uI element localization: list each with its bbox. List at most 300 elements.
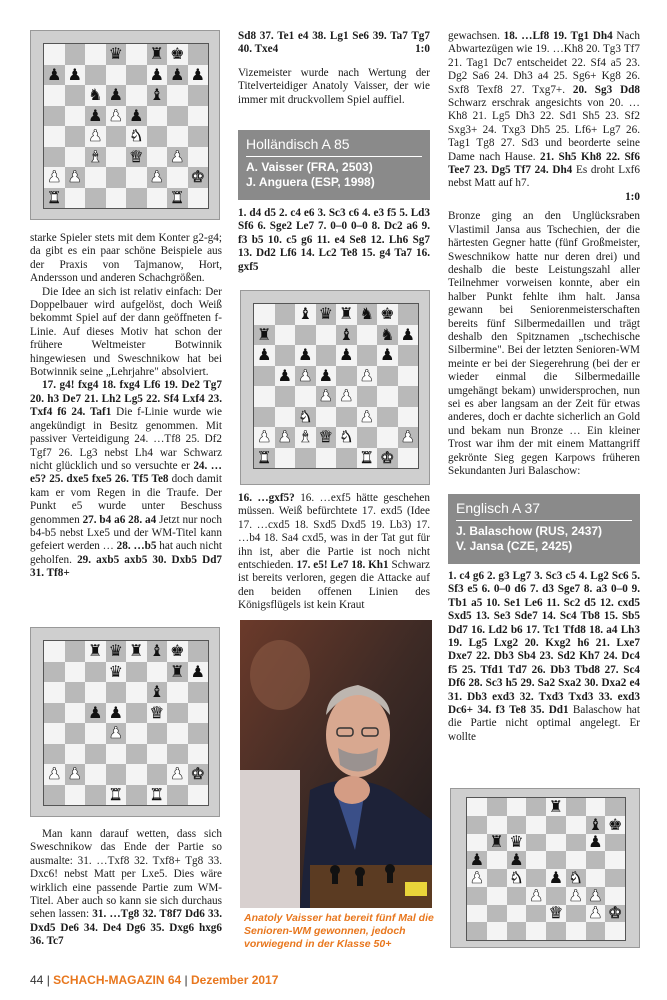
white-king-icon: ♚ (380, 447, 395, 467)
square-e5 (336, 366, 357, 387)
square-b3 (487, 887, 507, 905)
text: doch damit kam er vom Regen in die Traufe. Der Punkt e5 wurde unter Beschuss genommen (30, 473, 222, 526)
white-pawn-icon: ♟ (257, 427, 272, 447)
square-b8 (65, 641, 86, 662)
square-g1 (167, 785, 188, 806)
moves: 27. b4 a6 28. a4 (82, 513, 157, 526)
square-e2 (336, 427, 357, 448)
black-bishop-icon: ♝ (149, 85, 164, 105)
square-a7 (254, 325, 275, 346)
square-a4 (44, 126, 65, 147)
square-c1 (85, 785, 106, 806)
square-f4 (147, 723, 168, 744)
white-rook-icon: ♜ (47, 187, 62, 207)
player-photo (240, 620, 432, 908)
square-a4 (44, 723, 65, 744)
square-f6 (147, 682, 168, 703)
black-pawn-icon: ♟ (469, 850, 485, 870)
square-c1 (295, 448, 316, 469)
square-a2 (254, 427, 275, 448)
square-f7 (566, 816, 586, 834)
white-pawn-icon: ♟ (108, 723, 123, 743)
square-c5 (295, 366, 316, 387)
moves: 18. …Lf8 19. Tg1 Dh4 (503, 30, 613, 42)
square-h1 (188, 188, 209, 209)
white-pawn-icon: ♟ (170, 146, 185, 166)
white-pawn-icon: ♟ (588, 903, 603, 923)
square-f8 (147, 641, 168, 662)
square-h5 (188, 703, 209, 724)
text: hat auch nicht geholfen. (30, 540, 223, 566)
square-g8 (377, 304, 398, 325)
square-f3 (147, 744, 168, 765)
paragraph: Die Idee an sich ist relativ einfach: Der Doppelbauer wird aufgelöst, doch Weiß bekommt Spiel auf der dann geöffneten f-Linie. Auf dieses Motiv hat schon der frühere Weltmeister Botwinnik hingewiesen und Sweschnikow hat bei Botwinnik seine „Lehrjahre" absolviert. (30, 285, 222, 379)
square-h3 (188, 147, 209, 168)
paragraph: starke Spieler stets mit dem Konter g2-g4; da gibt es ein paar schöne Beispiele aus der Praxis von Tajmanow, Hort, Andersson und anderen Schachgrößen. (30, 232, 222, 285)
square-a2 (44, 764, 65, 785)
square-g2 (167, 764, 188, 785)
white-pawn-icon: ♟ (469, 867, 485, 887)
black-pawn-icon: ♟ (88, 105, 103, 125)
square-f7 (147, 662, 168, 683)
white-knight-icon: ♞ (339, 427, 354, 447)
square-f6 (357, 345, 378, 366)
square-c6 (507, 834, 527, 852)
square-h8 (605, 798, 625, 816)
square-c3 (85, 744, 106, 765)
white-pawn-icon: ♟ (108, 105, 123, 125)
square-h4 (605, 869, 625, 887)
square-a6 (254, 345, 275, 366)
square-b3 (65, 744, 86, 765)
square-h5 (605, 851, 625, 869)
square-b1 (65, 785, 86, 806)
square-c7 (295, 325, 316, 346)
square-g3 (167, 744, 188, 765)
square-d1 (106, 188, 127, 209)
square-g8 (167, 641, 188, 662)
black-king-icon: ♚ (380, 304, 395, 324)
game-annotation (448, 30, 640, 191)
black-pawn-icon: ♟ (509, 850, 524, 870)
square-f1 (357, 448, 378, 469)
square-e6 (126, 682, 147, 703)
moves: 28. …b5 (116, 540, 157, 553)
square-h7 (188, 662, 209, 683)
square-f7 (147, 65, 168, 86)
square-f8 (357, 304, 378, 325)
square-c7 (85, 662, 106, 683)
square-e4 (126, 126, 147, 147)
square-f1 (147, 188, 168, 209)
white-pawn-icon: ♟ (88, 126, 103, 146)
black-pawn-icon: ♟ (108, 702, 123, 722)
square-e8 (546, 798, 566, 816)
black-king-icon: ♚ (170, 44, 185, 64)
black-pawn-icon: ♟ (380, 345, 395, 365)
black-player: V. Jansa (CZE, 2425) (456, 539, 573, 553)
square-a3 (44, 744, 65, 765)
square-h1 (605, 922, 625, 940)
square-g7 (167, 662, 188, 683)
square-c2 (295, 427, 316, 448)
square-g6 (167, 682, 188, 703)
photo-caption: Anatoly Vaisser hat bereit fünf Mal die Senioren-WM gewonnen, jedoch vorwiegend in der Klasse 50+ (244, 912, 434, 950)
square-d8 (106, 641, 127, 662)
black-knight-icon: ♞ (380, 324, 395, 344)
square-d3 (526, 887, 546, 905)
square-e5 (126, 703, 147, 724)
black-pawn-icon: ♟ (318, 365, 333, 385)
square-b5 (487, 851, 507, 869)
square-a4 (467, 869, 487, 887)
square-c1 (85, 188, 106, 209)
white-knight-icon: ♞ (129, 126, 144, 146)
square-a5 (254, 366, 275, 387)
square-c5 (85, 106, 106, 127)
square-f2 (147, 764, 168, 785)
white-pawn-icon: ♟ (528, 885, 544, 905)
square-f6 (566, 834, 586, 852)
square-c2 (85, 764, 106, 785)
square-e5 (546, 851, 566, 869)
black-pawn-icon: ♟ (400, 324, 415, 344)
square-b2 (65, 764, 86, 785)
white-queen-icon: ♛ (548, 903, 564, 923)
white-player: J. Balaschow (RUS, 2437) (456, 524, 603, 538)
square-b6 (487, 834, 507, 852)
square-c8 (507, 798, 527, 816)
square-b8 (65, 44, 86, 65)
square-d4 (106, 723, 127, 744)
square-a8 (467, 798, 487, 816)
square-c8 (295, 304, 316, 325)
square-d2 (316, 427, 337, 448)
square-b8 (275, 304, 296, 325)
black-queen-icon: ♛ (108, 44, 123, 64)
page-number: 44 (30, 973, 44, 987)
result: 1:0 (415, 43, 430, 56)
square-e7 (336, 325, 357, 346)
square-b7 (65, 65, 86, 86)
square-d1 (526, 922, 546, 940)
square-c3 (295, 407, 316, 428)
square-e7 (126, 65, 147, 86)
black-bishop-icon: ♝ (149, 682, 164, 702)
square-c7 (85, 65, 106, 86)
paragraph (30, 828, 222, 949)
square-d4 (526, 869, 546, 887)
square-b6 (275, 345, 296, 366)
chess-diagram-3 (240, 290, 430, 485)
game-annotation (30, 379, 222, 580)
square-b5 (65, 106, 86, 127)
white-pawn-icon: ♟ (568, 885, 583, 905)
moves: 29. axb5 axb5 30. Dxb5 Dd7 31. Tf8+ (30, 553, 223, 580)
square-e2 (126, 167, 147, 188)
square-f2 (357, 427, 378, 448)
right-column-text-1 (448, 30, 640, 478)
square-g8 (586, 798, 606, 816)
middle-column-text-2 (238, 492, 430, 613)
square-d7 (526, 816, 546, 834)
text: Man kann darauf wetten, dass sich Sweschnikow das Ende der Partie so ausmalte: 31. …Txf8 32. Txf8+ Tg8 33. Dxc6! nebst Matt per Lxe5. Dies wäre wirklich eine passende Partie zum WM-Titel. Aber auch so kann sie sich durchaus sehen lassen: (30, 828, 222, 921)
white-rook-icon: ♜ (359, 447, 374, 467)
square-f2 (566, 905, 586, 923)
square-e7 (546, 816, 566, 834)
square-g6 (167, 85, 188, 106)
white-pawn-icon: ♟ (170, 764, 185, 784)
white-knight-icon: ♞ (509, 867, 524, 887)
square-g4 (167, 126, 188, 147)
black-pawn-icon: ♟ (149, 64, 164, 84)
white-pawn-icon: ♟ (588, 885, 603, 905)
square-g4 (377, 386, 398, 407)
square-f6 (147, 85, 168, 106)
square-g1 (586, 922, 606, 940)
black-pawn-icon: ♟ (588, 832, 603, 852)
moves: Sd8 37. Te1 e4 38. Lg1 Se6 39. Ta7 Tg7 40. Txe4 1:0 (238, 30, 430, 56)
board-grid (43, 640, 209, 806)
white-pawn-icon: ♟ (67, 764, 82, 784)
white-pawn-icon: ♟ (47, 764, 62, 784)
black-player: J. Anguera (ESP, 1998) (246, 175, 375, 189)
issue-date: Dezember 2017 (191, 973, 279, 987)
square-g4 (167, 723, 188, 744)
square-b8 (487, 798, 507, 816)
square-f5 (357, 366, 378, 387)
black-rook-icon: ♜ (339, 304, 354, 324)
square-a8 (254, 304, 275, 325)
square-a6 (44, 682, 65, 703)
square-h7 (188, 65, 209, 86)
text: 16. …exf5 hätte geschehen müssen. Weiß befürchtete 17. exd5 (Idee 17. …cxd5 18. Sxd5 Dxd5 19. Lb3) 17. …b4 18. Sa4 cxd5, was in der Tat gut für ihn ist, aber die Partie ist noch nicht entschieden. (238, 492, 430, 572)
square-e4 (336, 386, 357, 407)
white-pawn-icon: ♟ (359, 406, 374, 426)
square-h6 (188, 85, 209, 106)
square-e1 (336, 448, 357, 469)
square-g5 (167, 106, 188, 127)
square-f5 (147, 106, 168, 127)
white-queen-icon: ♛ (129, 146, 144, 166)
white-rook-icon: ♜ (149, 784, 164, 804)
opening-title: Holländisch A 85 (246, 136, 350, 152)
square-h5 (188, 106, 209, 127)
square-d6 (106, 85, 127, 106)
square-b3 (65, 147, 86, 168)
square-c8 (85, 44, 106, 65)
photo-anatoly-vaisser (240, 620, 432, 908)
square-d8 (106, 44, 127, 65)
square-f1 (566, 922, 586, 940)
square-d8 (316, 304, 337, 325)
square-c3 (507, 887, 527, 905)
chess-diagram-1 (30, 30, 220, 220)
square-c8 (85, 641, 106, 662)
white-pawn-icon: ♟ (359, 365, 374, 385)
white-pawn-icon: ♟ (400, 427, 415, 447)
black-bishop-icon: ♝ (339, 324, 354, 344)
square-a4 (254, 386, 275, 407)
square-d3 (316, 407, 337, 428)
black-king-icon: ♚ (607, 814, 623, 834)
square-h4 (398, 386, 419, 407)
square-h6 (398, 345, 419, 366)
text: Nach Abwartezügen wie 19. …Kh8 20. Tg3 Tf7 21. Tag1 Dc7 entscheidet 22. Sf4 a5 23. Dg2 Sa6 24. Dh3 a4 25. Sg6+ Kg8 26. Sxf8 Texf8 27. Txg7+. (448, 30, 641, 96)
square-h3 (605, 887, 625, 905)
square-b7 (275, 325, 296, 346)
moves: 20. Sg3 Dd8 (572, 83, 640, 96)
black-pawn-icon: ♟ (548, 867, 564, 887)
square-g3 (377, 407, 398, 428)
square-h3 (188, 744, 209, 765)
white-king-icon: ♚ (190, 167, 205, 187)
game-annotation (238, 492, 430, 613)
square-d2 (106, 764, 127, 785)
square-d1 (316, 448, 337, 469)
square-a1 (44, 188, 65, 209)
square-d6 (526, 834, 546, 852)
square-d5 (526, 851, 546, 869)
white-king-icon: ♚ (607, 903, 623, 923)
game-annotation (448, 570, 640, 744)
moves: 31. …Tg8 32. T8f7 Dd6 33. Dxd5 De6 34. De4 Dg6 35. Dxg6 hxg6 36. Tc7 (30, 908, 223, 948)
square-e3 (126, 744, 147, 765)
square-e7 (126, 662, 147, 683)
square-c5 (85, 703, 106, 724)
square-h8 (398, 304, 419, 325)
black-pawn-icon: ♟ (108, 85, 123, 105)
square-c5 (507, 851, 527, 869)
white-pawn-icon: ♟ (67, 167, 82, 187)
white-knight-icon: ♞ (568, 867, 583, 887)
square-g5 (167, 703, 188, 724)
board-grid (253, 303, 419, 469)
white-rook-icon: ♜ (257, 447, 272, 467)
square-g2 (586, 905, 606, 923)
square-b2 (275, 427, 296, 448)
square-a5 (467, 851, 487, 869)
square-b1 (487, 922, 507, 940)
square-h2 (398, 427, 419, 448)
square-g5 (377, 366, 398, 387)
square-f5 (566, 851, 586, 869)
square-a2 (44, 167, 65, 188)
white-pawn-icon: ♟ (149, 167, 164, 187)
square-f3 (566, 887, 586, 905)
square-c2 (507, 905, 527, 923)
square-e3 (126, 147, 147, 168)
white-rook-icon: ♜ (108, 784, 123, 804)
square-d2 (106, 167, 127, 188)
white-king-icon: ♚ (190, 764, 205, 784)
square-b6 (65, 85, 86, 106)
chess-diagram-4 (450, 788, 640, 948)
square-h2 (188, 764, 209, 785)
square-d7 (316, 325, 337, 346)
square-d6 (106, 682, 127, 703)
left-column-text-2 (30, 828, 222, 949)
white-rook-icon: ♜ (170, 187, 185, 207)
result: 1:0 (625, 190, 640, 203)
square-f4 (357, 386, 378, 407)
text: gewachsen. (448, 30, 504, 42)
square-a6 (44, 85, 65, 106)
black-rook-icon: ♜ (129, 641, 144, 661)
square-h5 (398, 366, 419, 387)
square-h4 (188, 723, 209, 744)
black-rook-icon: ♜ (489, 832, 504, 852)
black-bishop-icon: ♝ (588, 814, 603, 834)
square-g6 (586, 834, 606, 852)
square-b7 (65, 662, 86, 683)
black-pawn-icon: ♟ (47, 64, 62, 84)
square-b5 (275, 366, 296, 387)
game-header-box-1 (238, 130, 430, 200)
square-a3 (467, 887, 487, 905)
square-d4 (316, 386, 337, 407)
square-h7 (605, 816, 625, 834)
square-e6 (126, 85, 147, 106)
black-pawn-icon: ♟ (339, 345, 354, 365)
square-e1 (126, 188, 147, 209)
square-a1 (44, 785, 65, 806)
left-column-text-1 (30, 232, 222, 581)
square-e1 (546, 922, 566, 940)
black-queen-icon: ♛ (108, 641, 123, 661)
square-d5 (106, 703, 127, 724)
square-g4 (586, 869, 606, 887)
square-g2 (377, 427, 398, 448)
square-a3 (254, 407, 275, 428)
board-grid (466, 797, 626, 941)
square-g8 (167, 44, 188, 65)
square-f8 (566, 798, 586, 816)
square-f4 (566, 869, 586, 887)
square-a7 (467, 816, 487, 834)
square-e8 (126, 641, 147, 662)
text: Jetzt nur noch b4-b5 nebst Lxe5 und der WM-Titel kann gefeiert werden … (30, 513, 222, 553)
black-bishop-icon: ♝ (298, 304, 313, 324)
square-g1 (167, 188, 188, 209)
square-g1 (377, 448, 398, 469)
black-queen-icon: ♛ (318, 304, 333, 324)
square-h2 (188, 167, 209, 188)
square-a8 (44, 641, 65, 662)
moves: 16. …gxf5? (238, 492, 295, 504)
text: Es droht Lxf6 nebst Matt auf h7. (448, 164, 640, 190)
white-pawn-icon: ♟ (318, 386, 333, 406)
square-c4 (295, 386, 316, 407)
square-e2 (126, 764, 147, 785)
square-a2 (467, 905, 487, 923)
square-b4 (65, 126, 86, 147)
square-c1 (507, 922, 527, 940)
middle-column-top (238, 30, 430, 107)
game-moves-2 (448, 570, 640, 744)
separator: | (46, 973, 50, 987)
square-d4 (106, 126, 127, 147)
square-e8 (336, 304, 357, 325)
black-rook-icon: ♜ (257, 324, 272, 344)
square-b1 (275, 448, 296, 469)
square-d3 (106, 147, 127, 168)
text: Balaschow hat die Partie nicht optimal angelegt. Er wollte (448, 704, 640, 743)
square-h1 (188, 785, 209, 806)
square-h4 (188, 126, 209, 147)
moves: 17. e5! Le7 18. Kh1 (296, 559, 389, 572)
square-f5 (147, 703, 168, 724)
